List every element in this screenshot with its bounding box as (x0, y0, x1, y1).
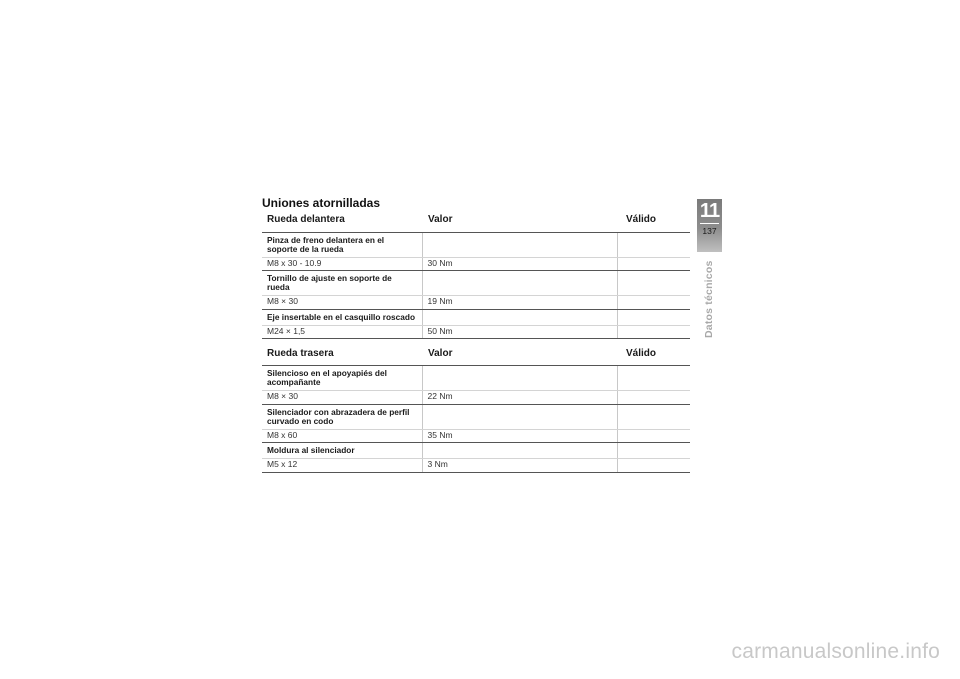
rear-header-valid: Válido (617, 339, 690, 366)
part-valid-cell (617, 443, 690, 459)
part-check (617, 459, 690, 472)
part-torque: 22 Nm (422, 391, 617, 404)
section-title: Uniones atornilladas (262, 196, 381, 210)
table-row (262, 232, 690, 257)
part-check (617, 257, 690, 270)
part-check (617, 296, 690, 309)
part-name-value-cell (422, 232, 617, 257)
part-check (617, 391, 690, 404)
part-torque: 19 Nm (422, 296, 617, 309)
table-row (262, 430, 690, 443)
part-torque: 30 Nm (422, 257, 617, 270)
part-torque: 35 Nm (422, 430, 617, 443)
table-row (262, 443, 690, 459)
table-row (262, 459, 690, 472)
part-spec: M24 × 1,5 (262, 325, 422, 338)
chapter-divider (700, 223, 719, 224)
front-header-row (262, 209, 690, 232)
chapter-tab (697, 199, 722, 252)
part-name: Pinza de freno delantera en el soporte de la rueda (262, 232, 422, 257)
part-check (617, 325, 690, 338)
part-spec: M8 × 30 (262, 296, 422, 309)
part-spec: M8 × 30 (262, 391, 422, 404)
part-name-value-cell (422, 443, 617, 459)
rear-header-row (262, 339, 690, 366)
part-name: Moldura al silenciador (262, 443, 422, 459)
table-row (262, 404, 690, 429)
front-header-name: Rueda delantera (262, 209, 422, 232)
part-valid-cell (617, 309, 690, 325)
table-row (262, 296, 690, 309)
torque-table (262, 209, 690, 473)
part-spec: M5 x 12 (262, 459, 422, 472)
front-header-valid: Válido (617, 209, 690, 232)
part-torque: 3 Nm (422, 459, 617, 472)
table-row (262, 309, 690, 325)
part-valid-cell (617, 404, 690, 429)
part-spec: M8 x 60 (262, 430, 422, 443)
part-spec: M8 x 30 - 10.9 (262, 257, 422, 270)
rear-header-value: Valor (422, 339, 617, 366)
part-check (617, 430, 690, 443)
part-name-value-cell (422, 309, 617, 325)
part-name-value-cell (422, 404, 617, 429)
table-row (262, 366, 690, 391)
front-header-value: Valor (422, 209, 617, 232)
rear-header-name: Rueda trasera (262, 339, 422, 366)
part-valid-cell (617, 271, 690, 296)
page-number: 137 (702, 226, 717, 236)
part-valid-cell (617, 366, 690, 391)
table-row (262, 325, 690, 338)
part-valid-cell (617, 232, 690, 257)
part-name: Silencioso en el apoyapiés del acompañante (262, 366, 422, 391)
part-name: Silenciador con abrazadera de perfil curvado en codo (262, 404, 422, 429)
part-name-value-cell (422, 271, 617, 296)
chapter-number: 11 (699, 200, 720, 222)
part-name-value-cell (422, 366, 617, 391)
part-torque: 50 Nm (422, 325, 617, 338)
part-name: Eje insertable en el casquillo roscado (262, 309, 422, 325)
part-name: Tornillo de ajuste en soporte de rueda (262, 271, 422, 296)
chapter-label: Datos técnicos (703, 260, 715, 338)
table-row (262, 271, 690, 296)
watermark: carmanualsonline.info (731, 640, 940, 663)
table-row (262, 257, 690, 270)
table-row (262, 391, 690, 404)
